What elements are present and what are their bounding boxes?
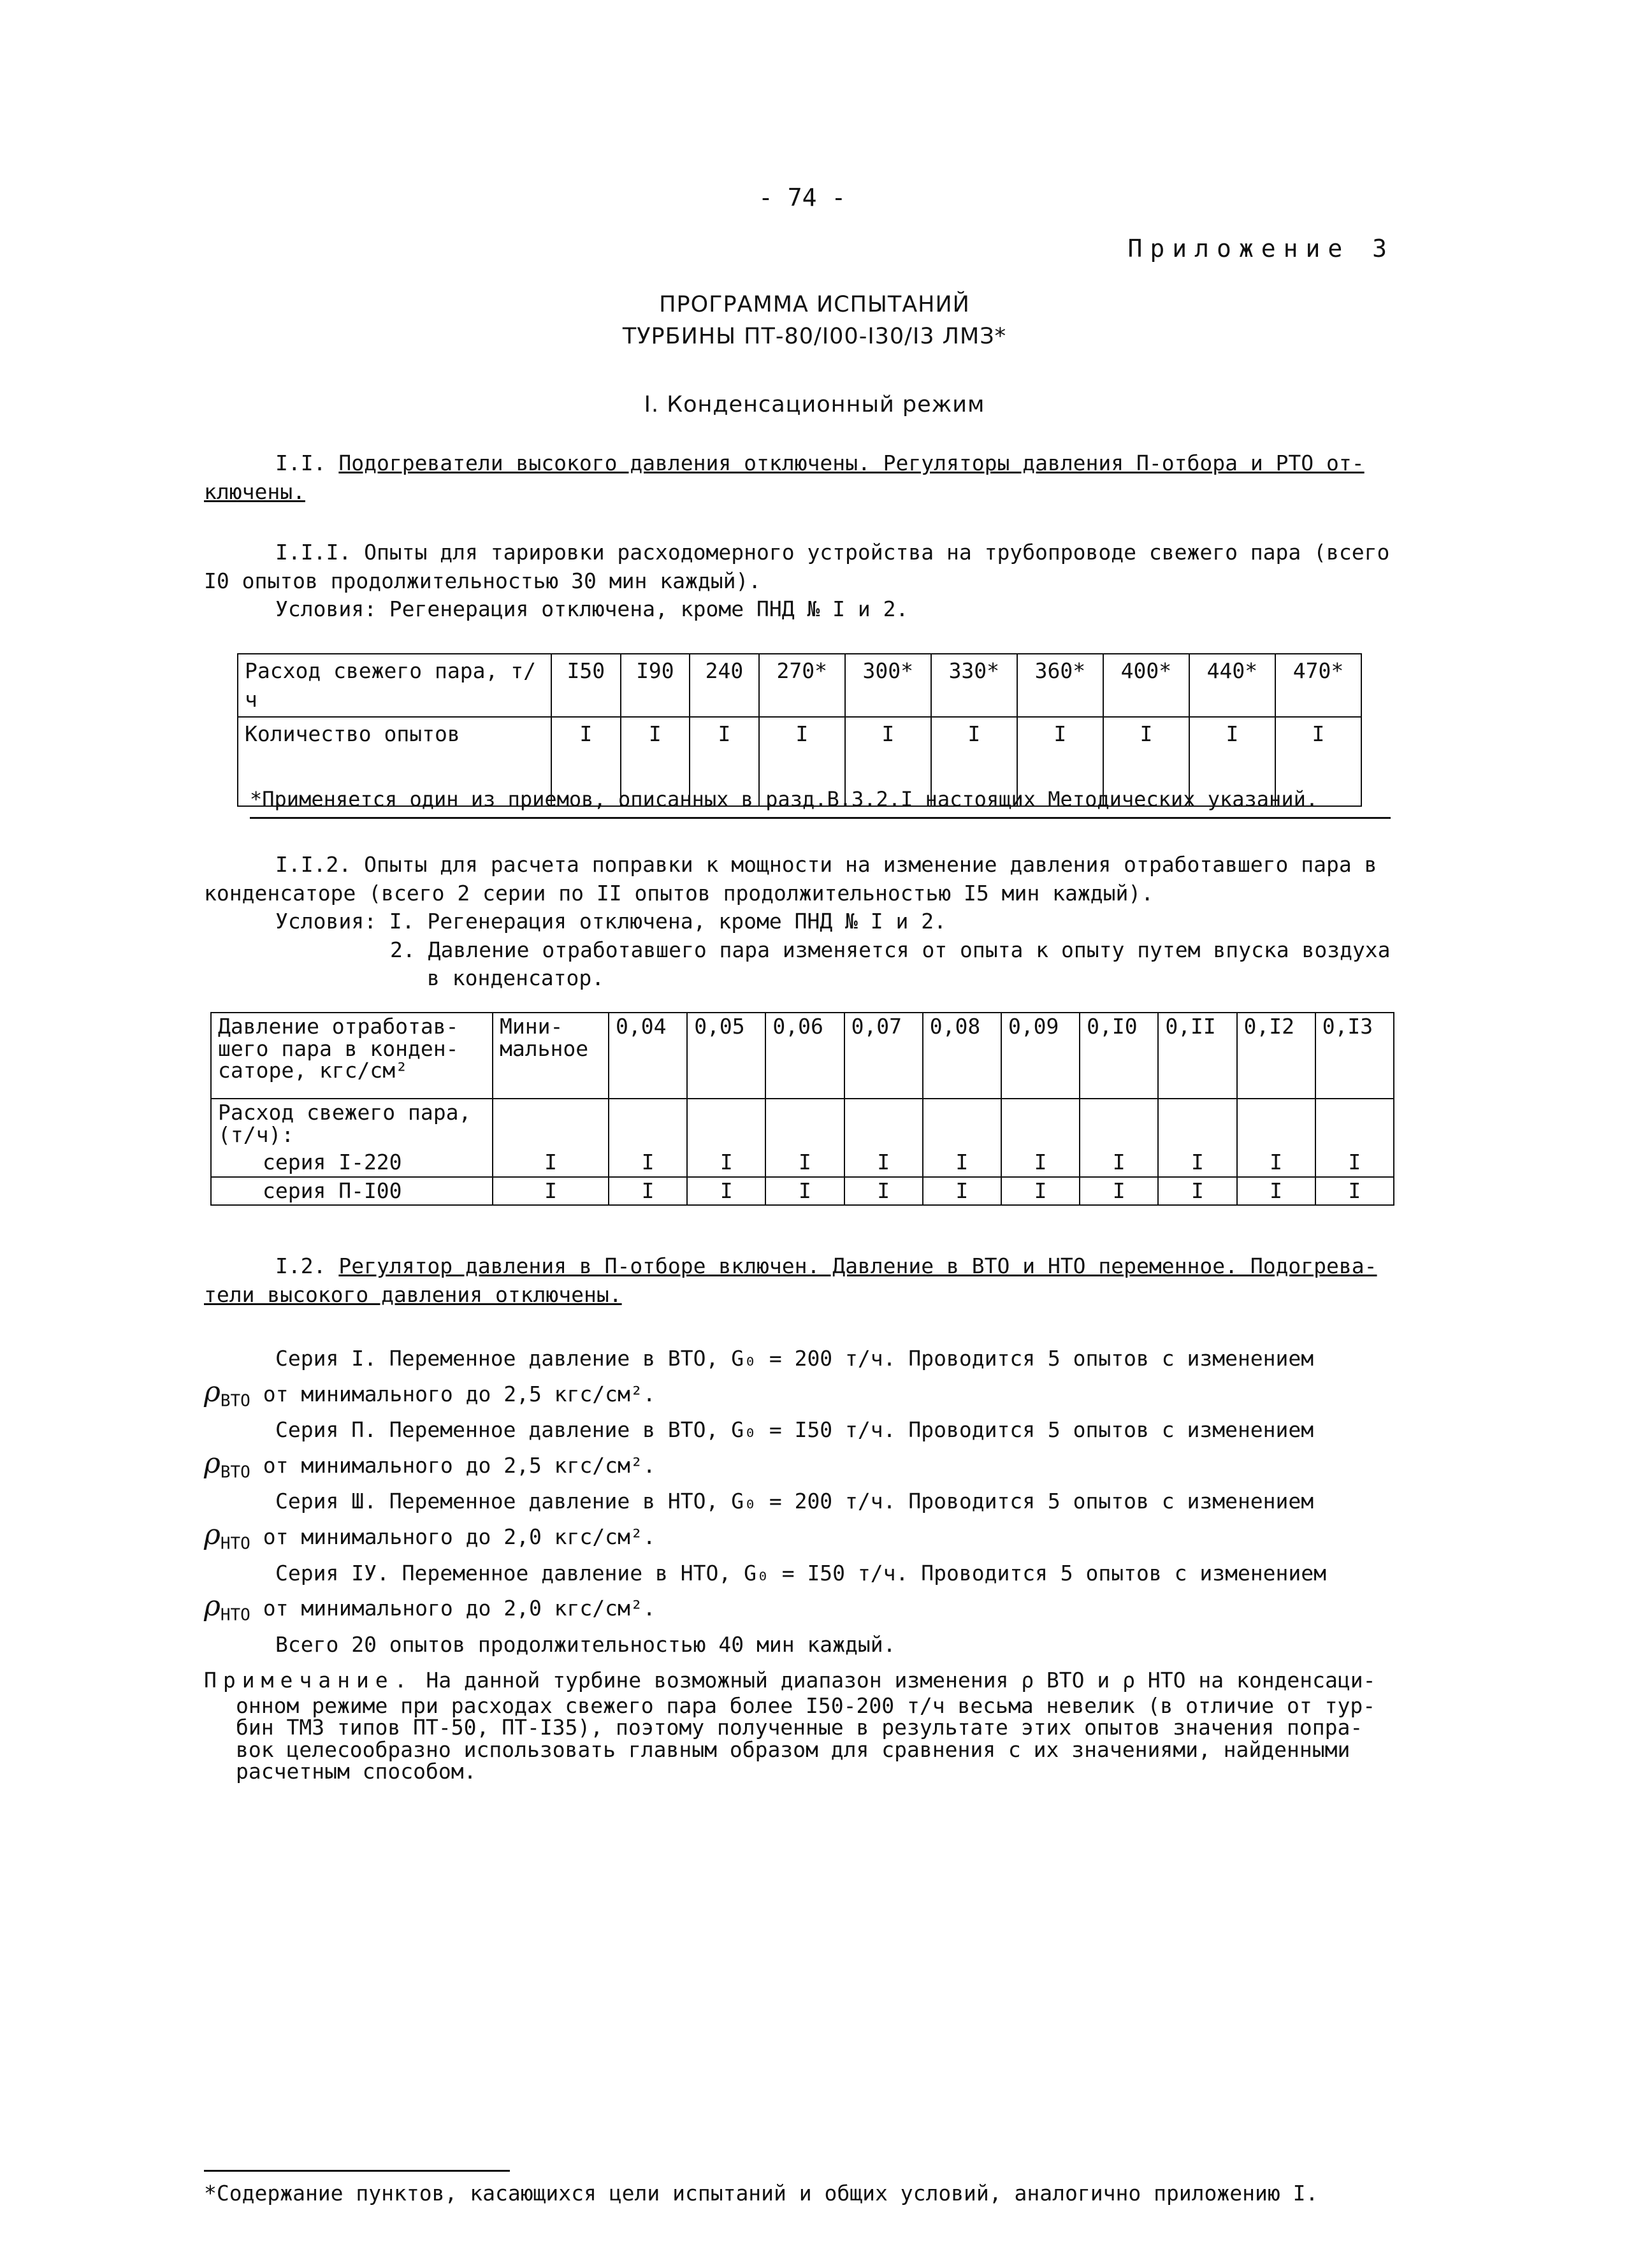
table-cell: I (493, 1149, 609, 1177)
table-cell: I (1080, 1177, 1158, 1206)
table-cell: 0,06 (765, 1013, 844, 1099)
series-item (204, 1345, 1402, 1412)
table-cell-label: серия I-220 (211, 1149, 493, 1177)
rho-symbol: ρ (204, 1590, 221, 1623)
note-block (204, 1666, 1415, 1783)
table-cell: 300* (845, 654, 931, 717)
series-line: Серия IУ. Переменное давление в НТО, G₀ = I50 т/ч. Проводится 5 опытов с изменением (275, 1560, 1327, 1585)
table-cell: I (923, 1149, 1001, 1177)
table-cell: I (1315, 1177, 1394, 1206)
table-cell: I (1001, 1177, 1080, 1206)
rho-symbol: ρ (204, 1519, 221, 1552)
table-cell: I (1017, 717, 1103, 806)
table-cell: I (687, 1149, 765, 1177)
table-cell: 400* (1103, 654, 1189, 717)
table-row (238, 654, 1361, 717)
table-cell: I (1080, 1149, 1158, 1177)
note-line1: На данной турбине возможный диапазон изменения ρ ВТО и ρ НТО на конденсаци- (426, 1668, 1376, 1693)
table-cell: I (1158, 1149, 1236, 1177)
table-footnote: *Применяется один из приемов, описанных в разд.В.3.2.I настоящих Методических указаний. (250, 786, 1391, 819)
page-number: - 74 - (758, 184, 846, 212)
table-row (211, 1099, 1394, 1149)
table-cell: I (765, 1149, 844, 1177)
note-line4: вок целесообразно использовать главным образом для сравнения с их значениями, найденными (236, 1737, 1350, 1762)
series-line: Серия Ш. Переменное давление в НТО, G₀ = 200 т/ч. Проводится 5 опытов с изменением (275, 1489, 1314, 1514)
table-cell: 240 (690, 654, 759, 717)
section-1-1-2-cond2: 2. Давление отработавшего пара изменяется от опыта к опыту путем впуска воздуха (390, 937, 1391, 962)
table-cell: 0,07 (844, 1013, 923, 1099)
table-cell: I (609, 1149, 687, 1177)
document-title-line1: ПРОГРАММА ИСПЫТАНИЙ (659, 292, 970, 317)
rho-subscript: ВТО (220, 1391, 250, 1411)
table-cell: I (621, 717, 690, 806)
section-1-1-2-cond2-cont: в конденсатор. (427, 965, 605, 991)
table-cell: I (931, 717, 1017, 806)
table-cell: I (1189, 717, 1275, 806)
table-cell: I (844, 1177, 923, 1206)
rho-symbol: ρ (204, 1447, 221, 1480)
table-cell: I (609, 1177, 687, 1206)
document-title-line2: ТУРБИНЫ ПТ-80/I00-I30/I3 ЛМЗ* (622, 324, 1007, 349)
series-list (204, 1345, 1402, 1659)
table-cell: I (1237, 1177, 1315, 1206)
series-line: Серия П. Переменное давление в ВТО, G₀ = I50 т/ч. Проводится 5 опытов с изменением (275, 1417, 1314, 1443)
section-1-1 (204, 449, 1396, 506)
section-1-2 (204, 1252, 1396, 1309)
section-1-2-text: Регулятор давления в П-отборе включен. Давление в ВТО и НТО переменное. Подогрева- (338, 1253, 1377, 1278)
series-line: Серия I. Переменное давление в ВТО, G₀ = 200 т/ч. Проводится 5 опытов с изменением (275, 1346, 1314, 1371)
rho-subscript: НТО (220, 1534, 250, 1554)
note-label: Примечание. (204, 1668, 414, 1693)
series-line: от минимального до 2,5 кгс/см². (263, 1452, 656, 1478)
table-exhaust-pressure (210, 1012, 1394, 1206)
section-1-1-number: I.I. (275, 451, 326, 475)
section-1-1-1-conditions: Условия: Регенерация отключена, кроме ПНД № I и 2. (275, 596, 909, 622)
table-cell-label: Количество опытов (238, 717, 551, 806)
table-steam-flow (237, 653, 1362, 807)
table-cell: I (690, 717, 759, 806)
note-line3: бин ТМЗ типов ПТ-50, ПТ-I35), поэтому полученные в результате этих опытов значения попра- (236, 1715, 1363, 1740)
footnote-rule (204, 2170, 510, 2172)
table-cell: 0,08 (923, 1013, 1001, 1099)
table-row (211, 1177, 1394, 1206)
table-cell: 440* (1189, 654, 1275, 717)
table-cell: 0,II (1158, 1013, 1236, 1099)
series-item (204, 1559, 1402, 1627)
section-1-1-text-cont: ключены. (204, 479, 305, 504)
table-cell: 270* (759, 654, 845, 717)
table-cell: 0,09 (1001, 1013, 1080, 1099)
table-cell: I (759, 717, 845, 806)
table-cell: I (765, 1177, 844, 1206)
note-line2: онном режиме при расходах свежего пара более I50-200 т/ч весьма невелик (в отличие от тур- (236, 1693, 1376, 1718)
table-cell: I (1275, 717, 1361, 806)
table-cell: I (1158, 1177, 1236, 1206)
table-cell: I (551, 717, 621, 806)
table-cell: I (1103, 717, 1189, 806)
section-heading: I. Конденсационный режим (644, 392, 985, 417)
table-cell: I (1237, 1149, 1315, 1177)
appendix-label: Приложение 3 (1127, 235, 1394, 263)
rho-subscript: НТО (220, 1605, 250, 1625)
table-cell: 0,I3 (1315, 1013, 1394, 1099)
table-cell-label: Расход свежего пара, (т/ч): (211, 1099, 493, 1149)
section-1-1-2-cond1: Условия: I. Регенерация отключена, кроме ПНД № I и 2. (275, 909, 946, 934)
table-cell: 0,04 (609, 1013, 687, 1099)
table-cell: I (923, 1177, 1001, 1206)
series-line: от минимального до 2,5 кгс/см². (263, 1381, 656, 1406)
section-1-1-1-line2: I0 опытов продолжительностью 30 мин каждый). (204, 568, 762, 593)
note-line5: расчетным способом. (236, 1759, 477, 1784)
footnote: *Содержание пунктов, касающихся цели испытаний и общих условий, аналогично приложению I. (204, 2181, 1319, 2206)
section-1-2-number: I.2. (275, 1253, 326, 1278)
table-cell: I50 (551, 654, 621, 717)
table-cell: Мини- мальное (493, 1013, 609, 1099)
table-cell: 330* (931, 654, 1017, 717)
section-1-1-2-line2: конденсаторе (всего 2 серии по II опытов продолжительностью I5 мин каждый). (204, 880, 1154, 906)
table-cell: I (845, 717, 931, 806)
table-cell-label: Давление отработав- шего пара в конден- саторе, кгс/см² (211, 1013, 493, 1099)
section-1-1-2-line1: I.I.2. Опыты для расчета поправки к мощности на изменение давления отработавшего пара в (275, 852, 1377, 877)
table-cell: I (844, 1149, 923, 1177)
rho-subscript: ВТО (220, 1463, 250, 1482)
series-item (204, 1487, 1402, 1555)
table-cell-label: Расход свежего пара, т/ч (238, 654, 551, 717)
section-1-1-1 (204, 538, 1396, 624)
section-1-2-text-cont: тели высокого давления отключены. (204, 1282, 622, 1307)
section-1-1-1-line1: I.I.I. Опыты для тарировки расходомерного устройства на трубопроводе свежего пара (всего (275, 540, 1390, 565)
series-item (204, 1416, 1402, 1484)
table-row (211, 1013, 1394, 1099)
series-total: Всего 20 опытов продолжительностью 40 мин каждый. (275, 1631, 896, 1657)
series-line: от минимального до 2,0 кгс/см². (263, 1524, 656, 1550)
table-cell: I (687, 1177, 765, 1206)
section-1-1-text: Подогреватели высокого давления отключены. Регуляторы давления П-отбора и РТО от- (338, 451, 1365, 475)
table-cell: I (1001, 1149, 1080, 1177)
table-row (211, 1149, 1394, 1177)
rho-symbol: ρ (204, 1375, 221, 1408)
table-cell: 470* (1275, 654, 1361, 717)
table-cell: I (1315, 1149, 1394, 1177)
section-1-1-2 (204, 851, 1396, 993)
table-cell: 0,I0 (1080, 1013, 1158, 1099)
table-cell: I (493, 1177, 609, 1206)
table-cell: I90 (621, 654, 690, 717)
table-cell: 360* (1017, 654, 1103, 717)
table-cell: 0,I2 (1237, 1013, 1315, 1099)
table-cell: 0,05 (687, 1013, 765, 1099)
series-line: от минимального до 2,0 кгс/см². (263, 1596, 656, 1621)
table-cell-label: серия П-I00 (211, 1177, 493, 1206)
